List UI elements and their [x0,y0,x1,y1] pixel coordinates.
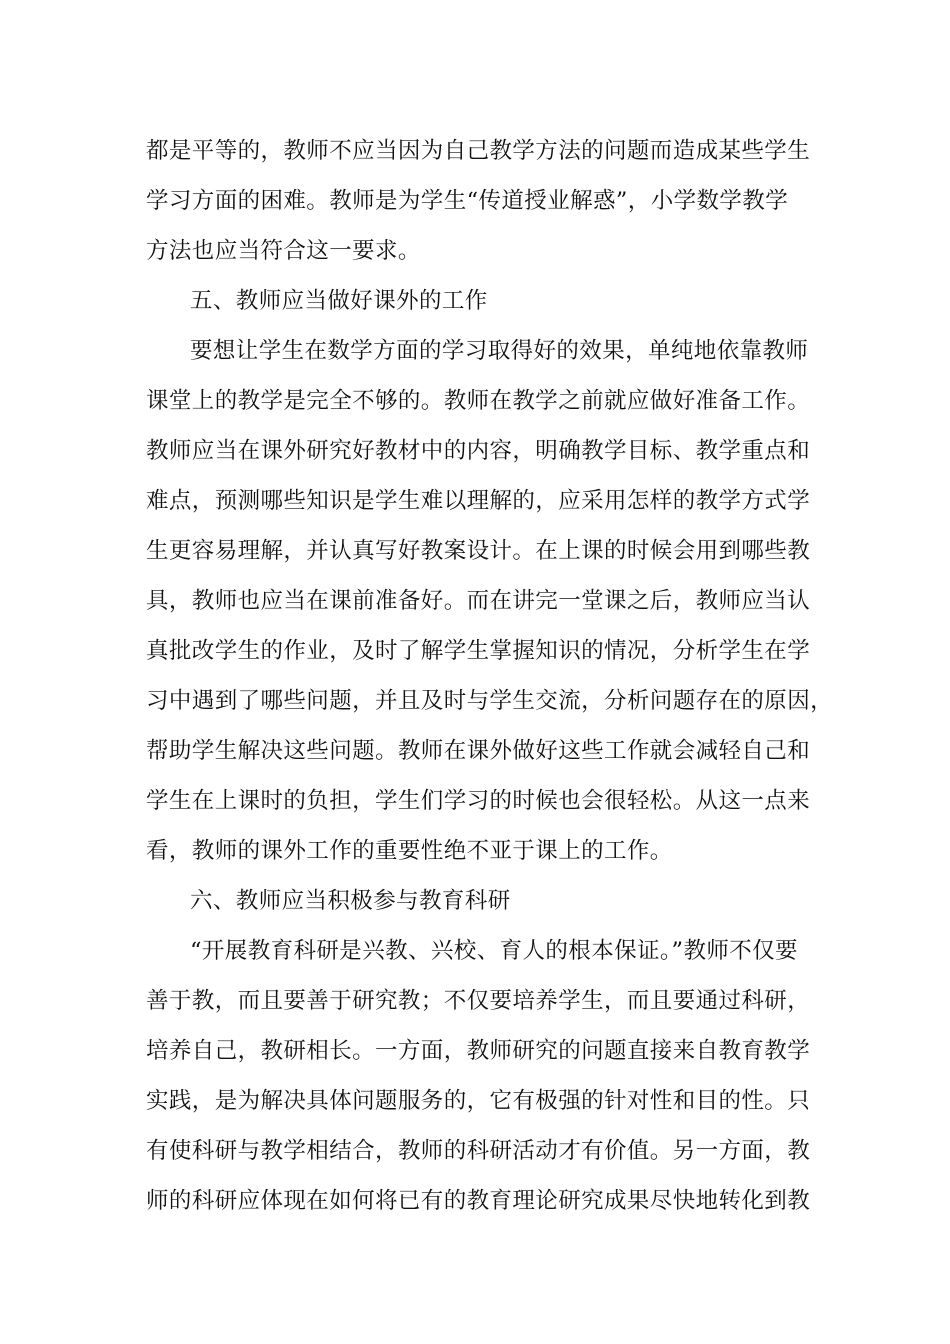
paragraph-start: “开展教育科研是兴教、兴校、育人的根本保证。”教师不仅要 [190,938,798,964]
text-line: 课堂上的教学是完全不够的。教师在教学之前就应做好准备工作。 [146,388,811,414]
text-line: 难点，预测哪些知识是学生难以理解的，应采用怎样的教学方式学 [146,488,811,514]
text-line: 真批改学生的作业，及时了解学生掌握知识的情况，分析学生在学 [146,638,811,664]
text-line: 学习方面的困难。教师是为学生“传道授业解惑”，小学数学教学 [146,188,789,214]
text-line: 教师应当在课外研究好教材中的内容，明确教学目标、教学重点和 [146,438,811,464]
text-line: 师的科研应体现在如何将已有的教育理论研究成果尽快地转化到教 [146,1188,811,1214]
text-line: 具，教师也应当在课前准备好。而在讲完一堂课之后，教师应当认 [146,588,811,614]
text-line: 生更容易理解，并认真写好教案设计。在上课的时候会用到哪些教 [146,538,811,564]
paragraph-start: 要想让学生在数学方面的学习取得好的效果，单纯地依靠教师 [190,338,809,364]
section-heading-6: 六、教师应当积极参与教育科研 [190,888,511,914]
text-line: 帮助学生解决这些问题。教师在课外做好这些工作就会减轻自己和 [146,738,811,764]
text-line: 实践，是为解决具体问题服务的，它有极强的针对性和目的性。只 [146,1088,811,1114]
text-line: 培养自己，教研相长。一方面，教师研究的问题直接来自教育教学 [146,1038,811,1064]
text-line: 善于教，而且要善于研究教；不仅要培养学生，而且要通过科研， [146,988,811,1014]
text-line: 都是平等的，教师不应当因为自己教学方法的问题而造成某些学生 [146,138,811,164]
text-line: 学生在上课时的负担，学生们学习的时候也会很轻松。从这一点来 [146,788,811,814]
text-line: 习中遇到了哪些问题，并且及时与学生交流，分析问题存在的原因， [146,688,834,714]
text-line: 方法也应当符合这一要求。 [146,238,421,264]
text-line: 有使科研与教学相结合，教师的科研活动才有价值。另一方面，教 [146,1138,811,1164]
section-heading-5: 五、教师应当做好课外的工作 [190,288,488,314]
text-line: 看，教师的课外工作的重要性绝不亚于课上的工作。 [146,838,673,864]
